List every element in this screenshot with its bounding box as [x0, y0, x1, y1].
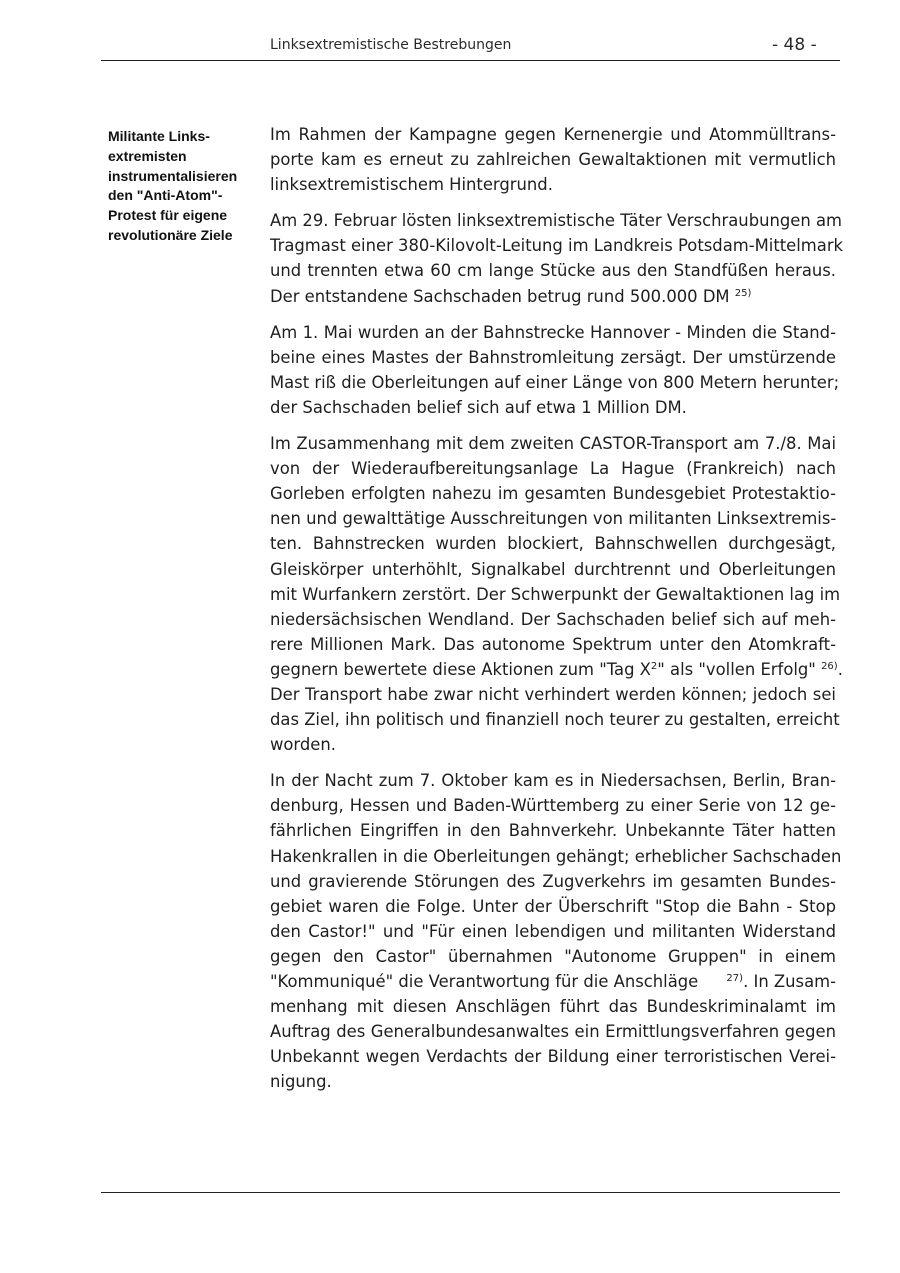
- text-line: linksextremistischem Hintergrund.: [270, 175, 553, 195]
- paragraph-3: [270, 320, 840, 420]
- text-line: Am 29. Februar lösten linksextremistische Täter Verschraubungen am: [270, 211, 842, 231]
- text-line: das Ziel, ihn politisch und finanziell noch teurer zu gestalten, erreicht: [270, 710, 840, 730]
- text-line: In der Nacht zum 7. Oktober kam es in Niedersachsen, Berlin, Bran-: [270, 771, 836, 791]
- footer-rule: [101, 1192, 840, 1193]
- text-line: gebiet waren die Folge. Unter der Überschrift "Stop die Bahn - Stop: [270, 896, 836, 916]
- text-line: [270, 284, 836, 309]
- text-line: Gorleben erfolgten nahezu im gesamten Bundesgebiet Protestaktio-: [270, 484, 836, 504]
- margin-note-line: revolutionäre Ziele: [108, 226, 233, 243]
- text-line: Tragmast einer 380-Kilovolt-Leitung im Landkreis Potsdam-Mittelmark: [270, 236, 844, 256]
- text-line: Am 1. Mai wurden an der Bahnstrecke Hannover - Minden die Stand-: [270, 322, 836, 342]
- text-run: gegnern bewertete diese Aktionen zum "Tag X: [270, 659, 651, 679]
- text-line: Hakenkrallen in die Oberleitungen gehängt; erheblicher Sachschaden: [270, 846, 842, 866]
- text-line: Der Transport habe zwar nicht verhindert werden können; jedoch sei: [270, 684, 836, 704]
- footnote-ref: 27): [726, 973, 744, 984]
- text-line: Unbekannt wegen Verdachts der Bildung einer terroristischen Verei-: [270, 1047, 836, 1067]
- text-line: Mast riß die Oberleitungen auf einer Länge von 800 Metern herunter;: [270, 372, 840, 392]
- text-line: mit Wurfankern zerstört. Der Schwerpunkt der Gewaltaktionen lag im: [270, 584, 841, 604]
- superscript: 2: [650, 660, 658, 672]
- page-number: - 48 -: [772, 35, 817, 55]
- paragraph-1: [270, 122, 836, 197]
- margin-note-line: extremisten: [108, 147, 187, 164]
- footnote-ref: 26): [821, 660, 838, 672]
- text-line: [270, 657, 843, 682]
- margin-note: [108, 127, 254, 246]
- paragraph-2: [270, 208, 844, 308]
- text-line: Auftrag des Generalbundesanwaltes ein Ermittlungsverfahren gegen: [270, 1022, 836, 1042]
- text-run: . In Zusam-: [743, 972, 836, 991]
- text-line: gegen den Castor" übernahmen "Autonome Gruppen" in einem: [270, 946, 836, 966]
- margin-note-line: den "Anti-Atom"-: [108, 187, 223, 204]
- text-line: und trennten etwa 60 cm lange Stücke aus den Standfüßen heraus.: [270, 261, 836, 281]
- text-line: porte kam es erneut zu zahlreichen Gewaltaktionen mit vermutlich: [270, 150, 836, 170]
- text-line: menhang mit diesen Anschlägen führt das Bundeskriminalamt im: [270, 997, 836, 1017]
- footnote-ref: 25): [734, 287, 752, 299]
- body-text: [270, 122, 844, 1105]
- text-line: [270, 969, 836, 994]
- text-run: Der entstandene Sachschaden betrug rund 500.000 DM: [270, 286, 730, 306]
- text-line: Im Rahmen der Kampagne gegen Kernenergie und Atommülltrans-: [270, 125, 836, 144]
- text-line: nigung.: [270, 1072, 332, 1092]
- text-line: Gleiskörper unterhöhlt, Signalkabel durchtrennt und Oberleitungen: [270, 559, 836, 579]
- text-run: " als "vollen Erfolg": [657, 659, 816, 679]
- text-line: Im Zusammenhang mit dem zweiten CASTOR-Transport am 7./8. Mai: [270, 434, 836, 454]
- text-line: von der Wiederaufbereitungsanlage La Hague (Frankreich) nach: [270, 459, 836, 479]
- text-line: worden.: [270, 735, 336, 755]
- text-run-group: [726, 969, 836, 994]
- text-line: beine eines Mastes der Bahnstromleitung zersägt. Der umstürzende: [270, 347, 836, 367]
- paragraph-4: [270, 431, 843, 757]
- paragraph-5: [270, 768, 842, 1094]
- header-rule: [101, 60, 840, 61]
- text-line: niedersächsischen Wendland. Der Sachschaden belief sich auf meh-: [270, 609, 836, 629]
- margin-note-line: Militante Links-: [108, 128, 210, 144]
- text-line: und gravierende Störungen des Zugverkehrs im gesamten Bundes-: [270, 871, 836, 891]
- text-line: den Castor!" und "Für einen lebendigen und militanten Widerstand: [270, 921, 836, 941]
- margin-note-line: instrumentalisieren: [108, 167, 238, 184]
- text-run: "Kommuniqué" die Verantwortung für die Anschläge: [270, 972, 699, 991]
- text-line: der Sachschaden belief sich auf etwa 1 Million DM.: [270, 397, 687, 417]
- text-line: denburg, Hessen und Baden-Württemberg zu einer Serie von 12 ge-: [270, 796, 836, 816]
- text-line: fährlichen Eingriffen in den Bahnverkehr. Unbekannte Täter hatten: [270, 821, 836, 841]
- text-run: .: [837, 659, 843, 679]
- text-line: nen und gewalttätige Ausschreitungen von militanten Linksextremis-: [270, 509, 837, 529]
- text-line: ten. Bahnstrecken wurden blockiert, Bahnschwellen durchgesägt,: [270, 534, 836, 554]
- margin-note-line: Protest für eigene: [108, 207, 228, 224]
- text-line: rere Millionen Mark. Das autonome Spektrum unter den Atomkraft-: [270, 634, 836, 654]
- running-header-title: Linksextremistische Bestrebungen: [270, 37, 512, 53]
